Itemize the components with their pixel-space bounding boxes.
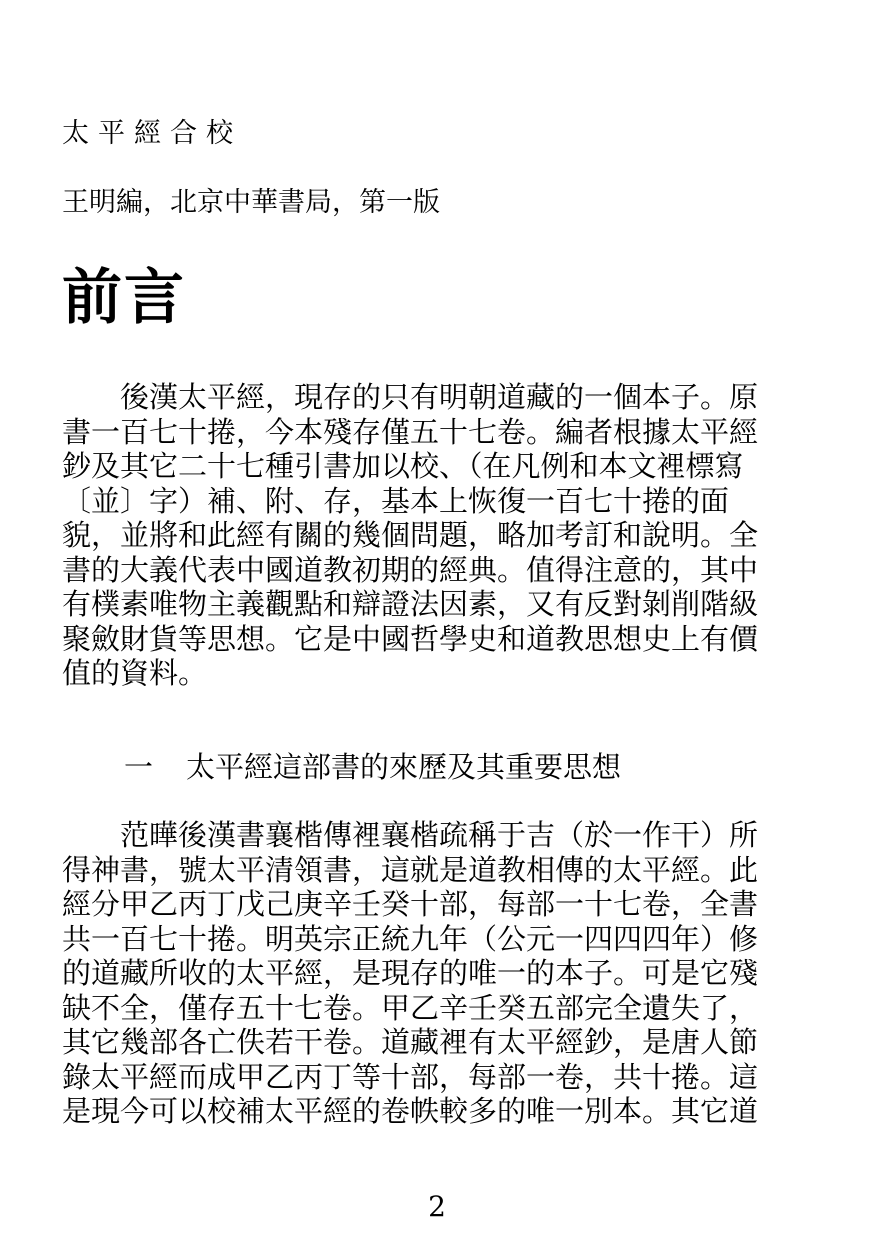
paragraph-preface xyxy=(62,380,812,691)
text-line: 的道藏所收的太平經，是現存的唯一的本子。可是它殘 xyxy=(62,956,759,990)
text-line: 〔並〕字）補、附、存，基本上恢復一百七十捲的面 xyxy=(62,483,730,518)
text-line: 鈔及其它二十七種引書加以校、（在凡例和本文裡標寫 xyxy=(62,449,744,483)
text-line: 得神書，號太平清領書，這就是道教相傳的太平經。此 xyxy=(62,852,759,887)
text-line: 其它幾部各亡佚若干卷。道藏裡有太平經鈔，是唐人節 xyxy=(62,1025,759,1059)
text-line: 范曄後漢書襄楷傳裡襄楷疏稱于吉（於一作干）所 xyxy=(62,818,759,852)
text-line: 聚斂財貨等思想。它是中國哲學史和道教思想史上有價 xyxy=(62,621,759,656)
text-line: 錄太平經而成甲乙丙丁等十部，每部一卷，共十捲。這 xyxy=(62,1059,759,1094)
paragraph-history xyxy=(62,818,812,1129)
text-line: 缺不全，僅存五十七卷。甲乙辛壬癸五部完全遺失了， xyxy=(62,990,759,1025)
text-line: 後漢太平經，現存的只有明朝道藏的一個本子。原 xyxy=(62,380,759,414)
text-line: 書的大義代表中國道教初期的經典。值得注意的，其中 xyxy=(62,552,759,587)
page-number: 2 xyxy=(428,1190,446,1223)
document-page xyxy=(62,0,812,1240)
section-heading: 前言 xyxy=(62,263,186,333)
text-line: 值的資料。 xyxy=(62,656,208,690)
subsection-title-text: 太平經這部書的來歷及其重要思想 xyxy=(186,750,622,784)
text-line: 是現今可以校補太平經的卷帙較多的唯一別本。其它道 xyxy=(62,1094,759,1128)
book-title: 太平經合校 xyxy=(62,118,242,149)
text-line: 貌，並將和此經有關的幾個問題，略加考訂和說明。全 xyxy=(62,518,759,552)
text-line: 共一百七十捲。明英宗正統九年（公元一四四四年）修 xyxy=(62,921,759,956)
text-line: 經分甲乙丙丁戊己庚辛壬癸十部，每部一十七卷，全書 xyxy=(62,887,759,921)
book-publication-info: 王明編，北京中華書局，第一版 xyxy=(62,187,440,218)
text-line: 書一百七十捲，今本殘存僅五十七卷。編者根據太平經 xyxy=(62,414,759,449)
subsection-number: 一 xyxy=(124,750,154,784)
text-line: 有樸素唯物主義觀點和辯證法因素，又有反對剝削階級 xyxy=(62,587,759,621)
subsection-title xyxy=(124,749,621,785)
